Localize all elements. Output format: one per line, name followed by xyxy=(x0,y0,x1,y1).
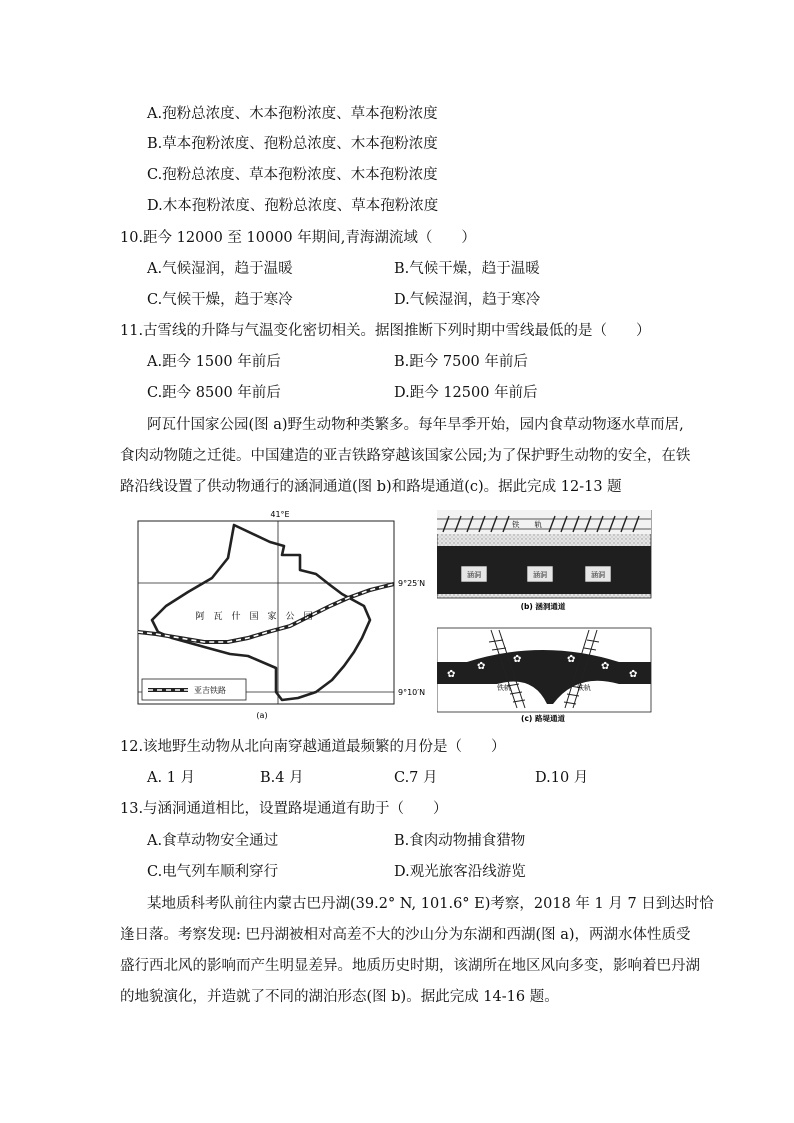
q9-option-b: B.草本孢粉浓度、孢粉总浓度、木本孢粉浓度 xyxy=(147,136,438,152)
map-figure-a xyxy=(130,508,426,724)
q9-option-a: A.孢粉总浓度、木本孢粉浓度、草本孢粉浓度 xyxy=(147,106,438,122)
caption-c: (c) 路堤通道 xyxy=(521,714,565,723)
q12-option-c: C.7 月 xyxy=(394,770,438,786)
culvert-label-3: 涵洞 xyxy=(591,571,605,579)
q11-option-c: C.距今 8500 年前后 xyxy=(147,385,281,401)
caption-a: (a) xyxy=(256,711,268,720)
passage1-line-2: 食肉动物随之迁徙。中国建造的亚吉铁路穿越该国家公园;为了保护野生动物的安全，在铁 xyxy=(120,448,691,464)
q12-option-d: D.10 月 xyxy=(535,770,589,786)
q10-option-c: C.气候干燥，趋于寒冷 xyxy=(147,292,293,308)
culvert-label-1: 涵洞 xyxy=(467,571,481,579)
passage1-line-3: 路沿线设置了供动物通行的涵洞通道(图 b)和路堤通道(c)。据此完成 12-13 题 xyxy=(120,479,622,495)
q13-option-d: D.观光旅客沿线游览 xyxy=(394,864,526,880)
svg-text:✿: ✿ xyxy=(513,654,522,665)
q11-option-b: B.距今 7500 年前后 xyxy=(394,354,528,370)
svg-text:✿: ✿ xyxy=(477,661,486,672)
q9-option-d: D.木本孢粉浓度、孢粉总浓度、草本孢粉浓度 xyxy=(147,198,439,214)
passage2-line-3: 盛行西北风的影响而产生明显差异。地质历史时期，该湖所在地区风向多变，影响着巴丹湖 xyxy=(120,958,700,974)
q11-option-d: D.距今 12500 年前后 xyxy=(394,385,538,401)
passage2-line-1: 某地质科考队前往内蒙古巴丹湖(39.2° N, 101.6° E)考察，2018 年 1 月 7 日到达时恰 xyxy=(147,896,714,912)
svg-text:✿: ✿ xyxy=(447,669,456,680)
map-lon-label: 41°E xyxy=(270,510,290,519)
culvert-figure-b xyxy=(437,510,653,614)
q12-option-b: B.4 月 xyxy=(260,770,304,786)
q12-option-a: A. 1 月 xyxy=(147,770,196,786)
q11-stem: 11.古雪线的升降与气温变化密切相关。据图推断下列时期中雪线最低的是（ ） xyxy=(120,323,651,339)
svg-text:✿: ✿ xyxy=(601,661,610,672)
q13-option-a: A.食草动物安全通过 xyxy=(147,833,279,849)
railway-label-b: 铁 轨 xyxy=(512,520,542,529)
q10-option-d: D.气候湿润，趋于寒冷 xyxy=(394,292,541,308)
passage2-line-2: 逢日落。考察发现: 巴丹湖被相对高差不大的沙山分为东湖和西湖(图 a)，两湖水体性质受 xyxy=(120,927,691,943)
rail-label-right: 铁轨 xyxy=(577,684,591,692)
park-label: 阿 瓦 什 国 家 公 园 xyxy=(195,612,313,622)
passage2-line-4: 的地貌演化，并造就了不同的湖泊形态(图 b)。据此完成 14-16 题。 xyxy=(120,989,559,1005)
q10-option-a: A.气候湿润，趋于温暖 xyxy=(147,261,293,277)
passage1-line-1: 阿瓦什国家公园(图 a)野生动物种类繁多。每年旱季开始，园内食草动物逐水草而居, xyxy=(147,417,684,433)
q10-option-b: B.气候干燥，趋于温暖 xyxy=(394,261,540,277)
svg-text:✿: ✿ xyxy=(629,669,638,680)
q12-stem: 12.该地野生动物从北向南穿越通道最频繁的月份是（ ） xyxy=(120,739,506,755)
svg-text:✿: ✿ xyxy=(567,654,576,665)
culvert-label-2: 涵洞 xyxy=(533,571,547,579)
map-lat-top-label: 9°25′N xyxy=(398,579,426,588)
map-lat-bottom-label: 9°10′N xyxy=(398,688,426,697)
q13-option-b: B.食肉动物捕食猎物 xyxy=(394,833,526,849)
legend-label: 亚吉铁路 xyxy=(194,686,226,695)
q9-option-c: C.孢粉总浓度、草本孢粉浓度、木本孢粉浓度 xyxy=(147,167,438,183)
q11-option-a: A.距今 1500 年前后 xyxy=(147,354,281,370)
embankment-figure-c xyxy=(437,624,653,724)
q13-stem: 13.与涵洞通道相比，设置路堤通道有助于（ ） xyxy=(120,801,448,817)
caption-b: (b) 涵洞通道 xyxy=(520,602,566,611)
q13-option-c: C.电气列车顺利穿行 xyxy=(147,864,279,880)
q10-stem: 10.距今 12000 至 10000 年期间,青海湖流域（ ） xyxy=(120,230,476,246)
rail-label-left: 铁轨 xyxy=(497,684,511,692)
